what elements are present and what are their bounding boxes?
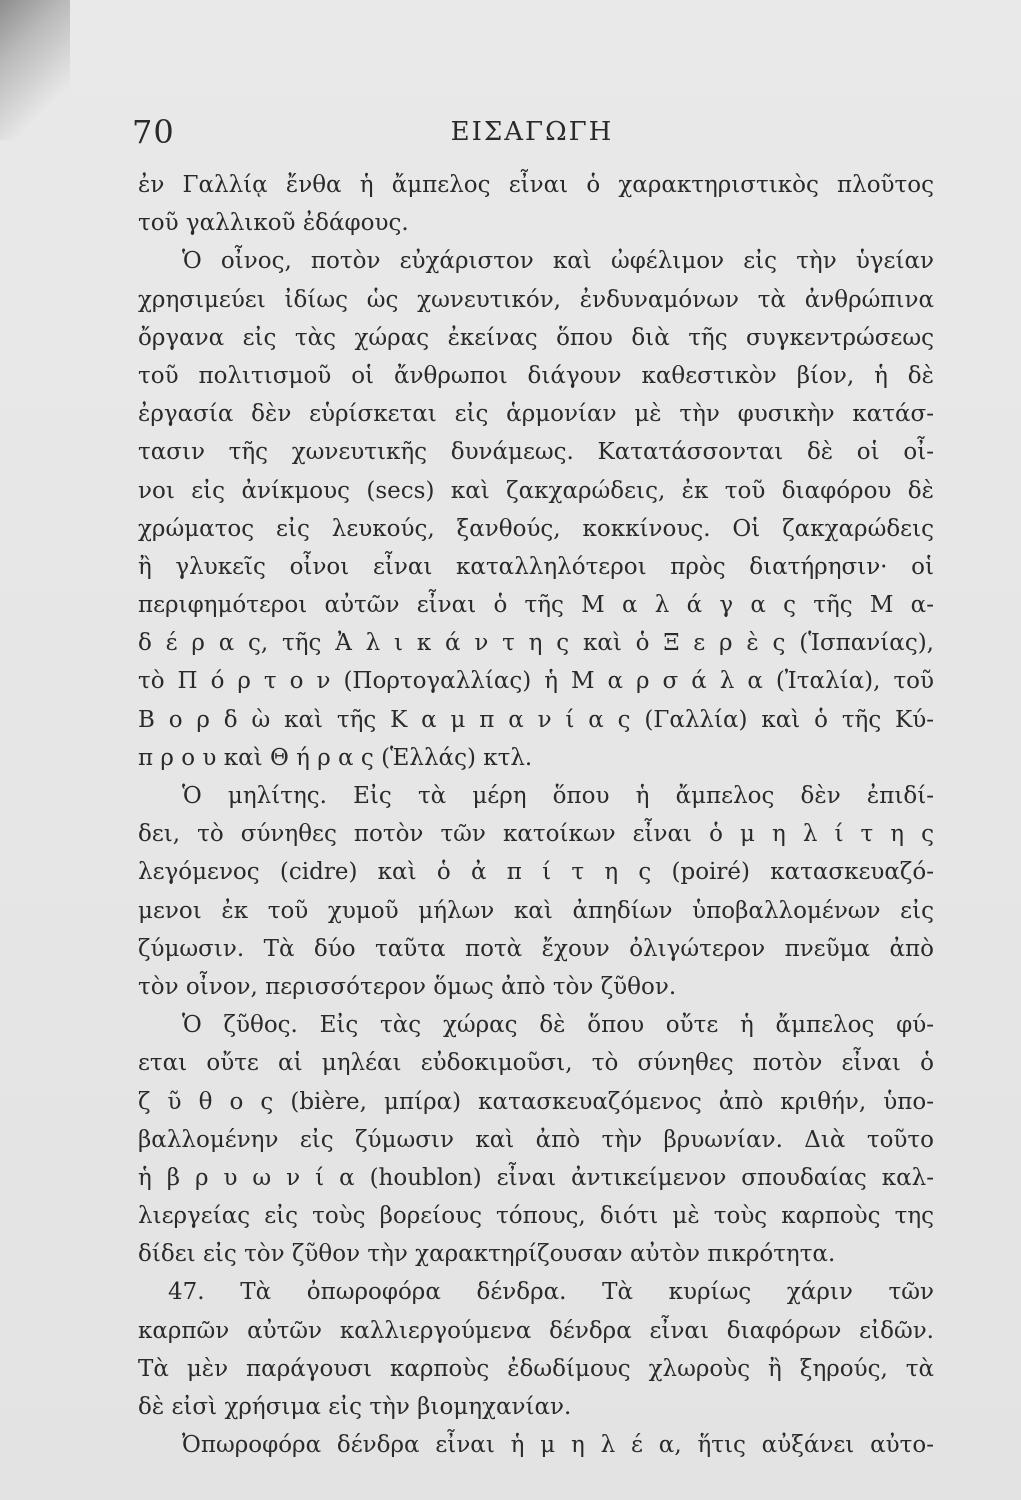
text-line: λιεργείας εἰς τοὺς βορείους τόπους, διότι μὲ τοὺς καρποὺς της <box>138 1203 934 1230</box>
text-line: ἢ γλυκεῖς οἶνοι εἶναι καταλληλότεροι πρὸς διατήρησιν· οἱ <box>138 553 934 580</box>
text-line: τὸν οἶνον, περισσότερον ὅμως ἀπὸ τὸν ζῦθον. <box>138 973 677 1000</box>
text-line: Ὁ οἶνος, ποτὸν εὐχάριστον καὶ ὠφέλιμον εἰς τὴν ὑγείαν <box>182 248 934 275</box>
text-line: χρησιμεύει ἰδίως ὡς χωνευτικόν, ἐνδυναμόνων τὰ ἀνθρώπινα <box>138 286 934 313</box>
text-line: εται οὔτε αἱ μηλέαι εὐδοκιμοῦσι, τὸ σύνηθες ποτὸν εἶναι ὁ <box>138 1050 934 1077</box>
text-line: ἐργασία δὲν εὑρίσκεται εἰς ἁρμονίαν μὲ τὴν φυσικὴν κατάσ- <box>138 401 934 428</box>
text-line: χρώματος εἰς λευκούς, ξανθούς, κοκκίνους. Οἱ ζακχαρώδεις <box>138 515 934 542</box>
text-line: ἡ β ρ υ ω ν ί α (houblon) εἶναι ἀντικείμενον σπουδαίας καλ- <box>138 1164 934 1191</box>
text-line: ἐν Γαλλίᾳ ἔνθα ἡ ἄμπελος εἶναι ὁ χαρακτηριστικὸς πλοῦτος <box>138 172 934 198</box>
text-line: τὸ Π ό ρ τ ο ν (Πορτογαλλίας) ἡ Μ α ρ σ ά λ α (Ἰταλία), τοῦ <box>138 668 934 695</box>
text-line: δίδει εἰς τὸν ζῦθον τὴν χαρακτηρίζουσαν αὐτὸν πικρότητα. <box>138 1241 836 1268</box>
text-line: τασιν τῆς χωνευτικῆς δυνάμεως. Κατατάσσονται δὲ οἱ οἶ- <box>138 439 934 466</box>
text-line: Ὀπωροφόρα δένδρα εἶναι ἡ μ η λ έ α, ἥτις αὐξάνει αὐτο- <box>182 1432 934 1459</box>
text-line: νοι εἰς ἀνίκμους (secs) καὶ ζακχαρώδεις, ἐκ τοῦ διαφόρου δὲ <box>138 477 934 504</box>
running-title: ΕΙΣΑΓΩΓΗ <box>450 117 614 147</box>
text-line: τοῦ πολιτισμοῦ οἱ ἄνθρωποι διάγουν καθεστικὸν βίον, ἡ δὲ <box>138 362 934 389</box>
text-line: ὄργανα εἰς τὰς χώρας ἐκείνας ὅπου διὰ τῆς συγκεντρώσεως <box>138 324 934 351</box>
text-line: ζύμωσιν. Τὰ δύο ταῦτα ποτὰ ἔχουν ὀλιγώτερον πνεῦμα ἀπὸ <box>138 935 934 962</box>
text-line: λεγόμενος (cidre) καὶ ὁ ἀ π ί τ η ς (poiré) κατασκευαζό- <box>138 859 934 886</box>
text-line: Ὁ ζῦθος. Εἰς τὰς χώρας δὲ ὅπου οὔτε ἡ ἄμπελος φύ- <box>182 1012 934 1039</box>
text-line: ζ ῦ θ ο ς (bière, μπίρα) κατασκευαζόμενος ἀπὸ κριθήν, ὑπο- <box>138 1088 934 1115</box>
page-corner-shadow <box>0 0 70 140</box>
page-number: 70 <box>132 113 175 151</box>
text-line: μενοι ἐκ τοῦ χυμοῦ μήλων καὶ ἀπηδίων ὑποβαλλομένων εἰς <box>138 897 934 924</box>
text-line: δὲ εἰσὶ χρήσιμα εἰς τὴν βιομηχανίαν. <box>138 1394 572 1420</box>
text-line: δ έ ρ α ς, τῆς Ἀ λ ι κ ά ν τ η ς καὶ ὁ Ξ ε ρ ὲ ς (Ἱσπανίας), <box>138 630 934 657</box>
text-line: δει, τὸ σύνηθες ποτὸν τῶν κατοίκων εἶναι ὁ μ η λ ί τ η ς <box>138 821 934 848</box>
text-line: βαλλομένην εἰς ζύμωσιν καὶ ἀπὸ τὴν βρυωνίαν. Διὰ τοῦτο <box>138 1126 934 1153</box>
text-line: Τὰ μὲν παράγουσι καρποὺς ἐδωδίμους χλωροὺς ἢ ξηρούς, τὰ <box>138 1355 934 1382</box>
body-text <box>138 166 934 1464</box>
text-line: Β ο ρ δ ὼ καὶ τῆς Κ α μ π α ν ί α ς (Γαλλία) καὶ ὁ τῆς Κύ- <box>138 706 934 733</box>
text-line: π ρ ο υ καὶ Θ ή ρ α ς (Ἑλλάς) κτλ. <box>138 744 533 771</box>
text-line: καρπῶν αὐτῶν καλλιεργούμενα δένδρα εἶναι διαφόρων εἰδῶν. <box>138 1317 934 1344</box>
text-line: Ὁ μηλίτης. Εἰς τὰ μέρη ὅπου ἡ ἄμπελος δὲν ἐπιδί- <box>182 783 934 809</box>
page-header <box>132 112 932 152</box>
text-line: 47. Τὰ ὀπωροφόρα δένδρα. Τὰ κυρίως χάριν τῶν <box>168 1279 934 1306</box>
text-line: τοῦ γαλλικοῦ ἐδάφους. <box>138 210 409 237</box>
text-line: περιφημότεροι αὐτῶν εἶναι ὁ τῆς Μ α λ ά γ α ς τῆς Μ α- <box>138 592 934 619</box>
